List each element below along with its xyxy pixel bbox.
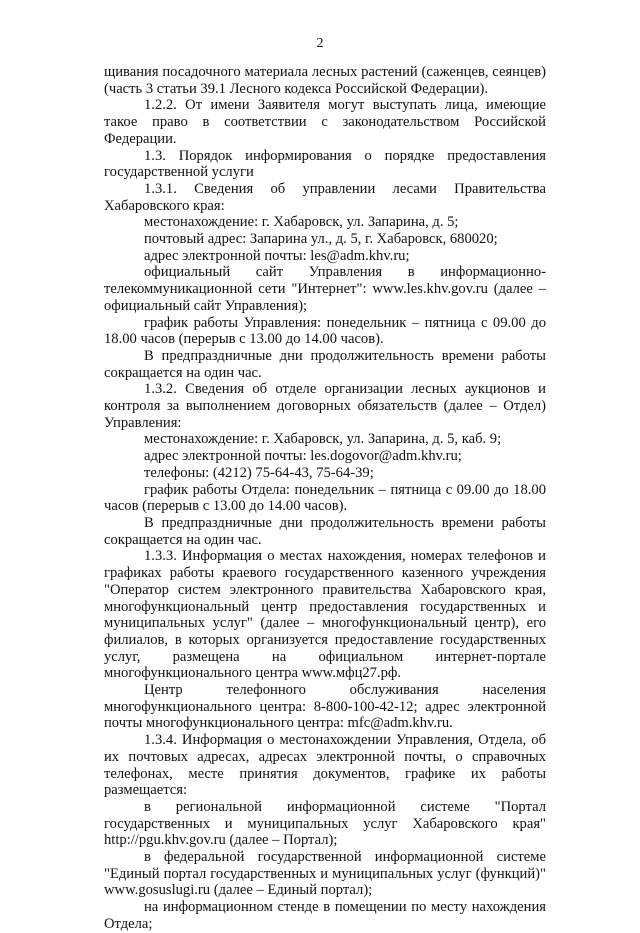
paragraph: на информационном стенде в помещении по месту нахождения Отдела; [104,899,546,932]
document-body [104,64,546,933]
paragraph: 1.3.4. Информация о местонахождении Управления, Отдела, об их почтовых адресах, адресах электронной почты, о справочных телефонах, месте принятия документов, графике их работы размещается: [104,732,546,799]
paragraph: почтовый адрес: Запарина ул., д. 5, г. Хабаровск, 680020; [144,231,498,248]
paragraph: официальный сайт Управления в информационно-телекоммуникационной сети "Интернет": www.les.khv.gov.ru (далее – официальный сайт Управления); [104,264,546,314]
paragraph: В предпраздничные дни продолжительность времени работы сокращается на один час. [104,347,546,381]
paragraph: щивания посадочного материала лесных растений (саженцев, сеянцев) (часть 3 статьи 39.1 Лесного кодекса Российской Федерации). [104,64,546,97]
paragraph: В предпраздничные дни продолжительность времени работы сокращается на один час. [104,514,546,548]
paragraph: местонахождение: г. Хабаровск, ул. Запарина, д. 5; [144,214,459,231]
paragraph: в региональной информационной системе "Портал государственных и муниципальных услуг Хабаровского края" http://pgu.khv.gov.ru (далее – Портал); [104,798,546,849]
paragraph: адрес электронной почты: les@adm.khv.ru; [144,247,410,264]
section-heading: 1.3. Порядок информирования о порядке предоставления государственной услуги [104,147,546,181]
paragraph: Центр телефонного обслуживания населения многофункционального центра: 8-800-100-42-12; адрес электронной почты многофункционального центра: mfc@adm.khv.ru. [104,682,546,732]
subsection-heading: 1.3.1. Сведения об управлении лесами Правительства Хабаровского края: [104,180,546,214]
paragraph: местонахождение: г. Хабаровск, ул. Запарина, д. 5, каб. 9; [144,431,502,448]
paragraph: график работы Отдела: понедельник – пятница с 09.00 до 18.00 часов (перерыв с 13.00 до 14.00 часов). [104,481,546,515]
paragraph: телефоны: (4212) 75-64-43, 75-64-39; [144,464,374,481]
paragraph: 1.2.2. От имени Заявителя могут выступать лица, имеющие такое право в соответствии с законодательством Российской Федерации. [104,97,546,147]
paragraph: адрес электронной почты: les.dogovor@adm.khv.ru; [144,448,462,465]
paragraph: 1.3.3. Информация о местах нахождения, номерах телефонов и графиках работы краевого государственного казенного учреждения "Оператор систем электронного правительства Хабаровского края, многофункциональный центр предоставления государственных и муниципальных услуг" (далее – многофункциональный центр), его филиалов, в которых организуется предоставление государственных услуг, размещена на официальном интернет-портале многофункционального центра www.мфц27.рф. [104,548,546,682]
subsection-heading: 1.3.2. Сведения об отделе организации лесных аукционов и контроля за выполнением договорных обязательств (далее – Отдел) Управления: [104,381,546,431]
page-number: 2 [316,36,324,51]
paragraph: график работы Управления: понедельник – пятница с 09.00 до 18.00 часов (перерыв с 13.00 до 14.00 часов). [104,314,546,348]
paragraph: в федеральной государственной информационной системе "Единый портал государственных и муниципальных услуг (функций)" www.gosuslugi.ru (далее – Единый портал); [104,849,546,899]
